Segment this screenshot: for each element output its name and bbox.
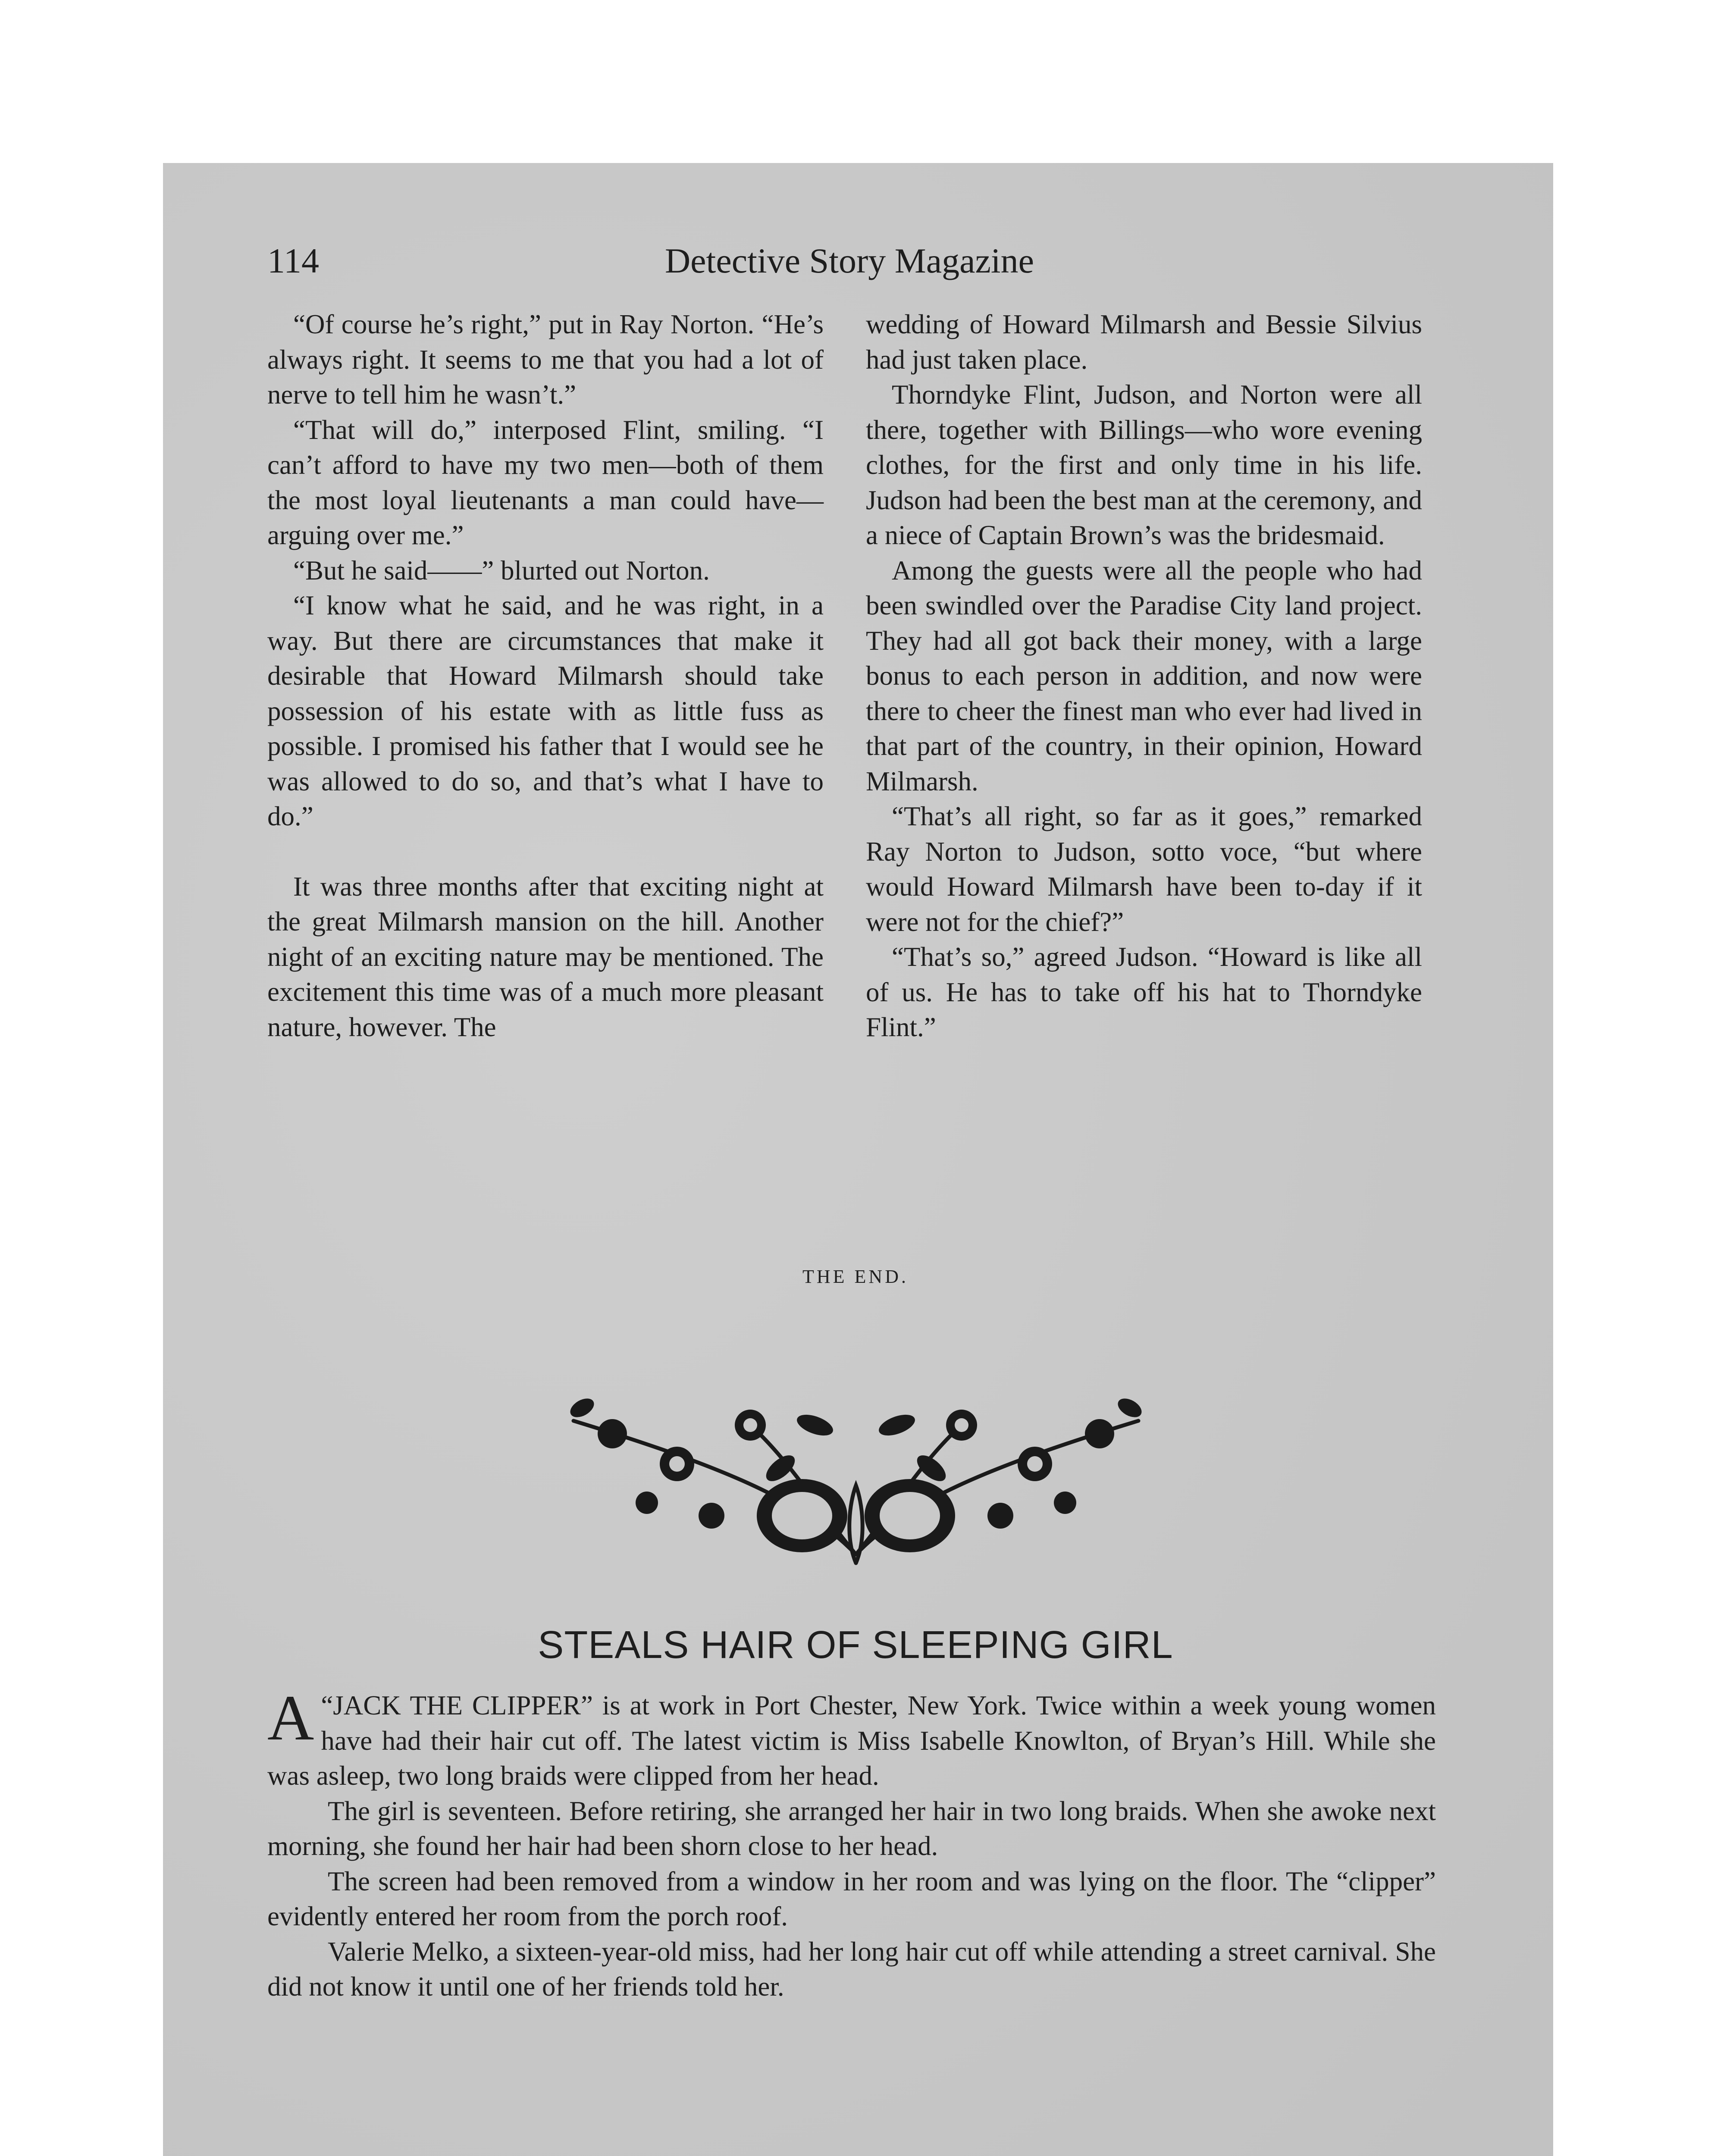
right-column <box>866 307 1422 1045</box>
paragraph: “But he said——” blurted out Norton. <box>293 555 710 586</box>
paragraph: Among the guests were all the people who had been swindled over the Paradise City land project. They had all got back their money, with a large bonus to each person in addition, and now were there to cheer the finest man who ever had lived in that part of the country, in their opinion, Howard Milmarsh. <box>866 555 1422 796</box>
article-body <box>267 1682 1436 2005</box>
paragraph: The girl is seventeen. Before retiring, she arranged her hair in two long braids. When she awoke next morning, she found her hair had been shorn close to her head. <box>267 1796 1436 1861</box>
page-header <box>267 237 1432 285</box>
paragraph: “That’s so,” agreed Judson. “Howard is like all of us. He has to take off his hat to Thorndyke Flint.” <box>866 942 1422 1042</box>
drop-cap: A <box>267 1682 314 1754</box>
lead-paragraph <box>267 1682 1436 1794</box>
floral-ornament-icon <box>548 1373 1164 1576</box>
paragraph: “That’s all right, so far as it goes,” remarked Ray Norton to Judson, sotto voce, “but where would Howard Milmarsh have been to-day if it were not for the chief?” <box>866 801 1422 937</box>
the-end-label: THE END. <box>802 1266 909 1287</box>
paragraph-text: “JACK THE CLIPPER” is at work in Port Chester, New York. Twice within a week young women have had their hair cut off. The latest victim is Miss Isabelle Knowlton, of Bryan’s Hill. While she was asleep, two long braids were clipped from her head. <box>267 1690 1436 1791</box>
paragraph: Thorndyke Flint, Judson, and Norton were all there, together with Billings—who wore evening clothes, for the first and only time in his life. Judson had been the best man at the ceremony, and a niece of Captain Brown’s was the bridesmaid. <box>866 379 1422 550</box>
paragraph: The screen had been removed from a window in her room and was lying on the floor. The “clipper” evidently entered her room from the porch roof. <box>267 1866 1436 1931</box>
article-title: STEALS HAIR OF SLEEPING GIRL <box>538 1623 1173 1667</box>
paragraph: It was three months after that exciting night at the great Milmarsh mansion on the hill. Another night of an exciting nature may be mentioned. The excitement this time was of a much more pleasant nature, however. The <box>267 871 824 1042</box>
paragraph: wedding of Howard Milmarsh and Bessie Silvius had just taken place. <box>866 309 1422 375</box>
paragraph: “Of course he’s right,” put in Ray Norton. “He’s always right. It seems to me that you had a lot of nerve to tell him he wasn’t.” <box>267 309 824 410</box>
left-column <box>267 307 824 1045</box>
paragraph: Valerie Melko, a sixteen-year-old miss, had her long hair cut off while attending a street carnival. She did not know it until one of her friends told her. <box>267 1936 1436 2002</box>
paragraph: “I know what he said, and he was right, in a way. But there are circumstances that make it desirable that Howard Milmarsh should take possession of his estate with as little fuss as possible. I promised his father that I would see he was allowed to do so, and that’s what I have to do.” <box>267 590 824 831</box>
magazine-title: Detective Story Magazine <box>664 241 1034 280</box>
page-number: 114 <box>267 241 319 280</box>
paragraph: “That will do,” interposed Flint, smiling. “I can’t afford to have my two men—both of them the most loyal lieutenants a man could have—arguing over me.” <box>267 414 824 550</box>
